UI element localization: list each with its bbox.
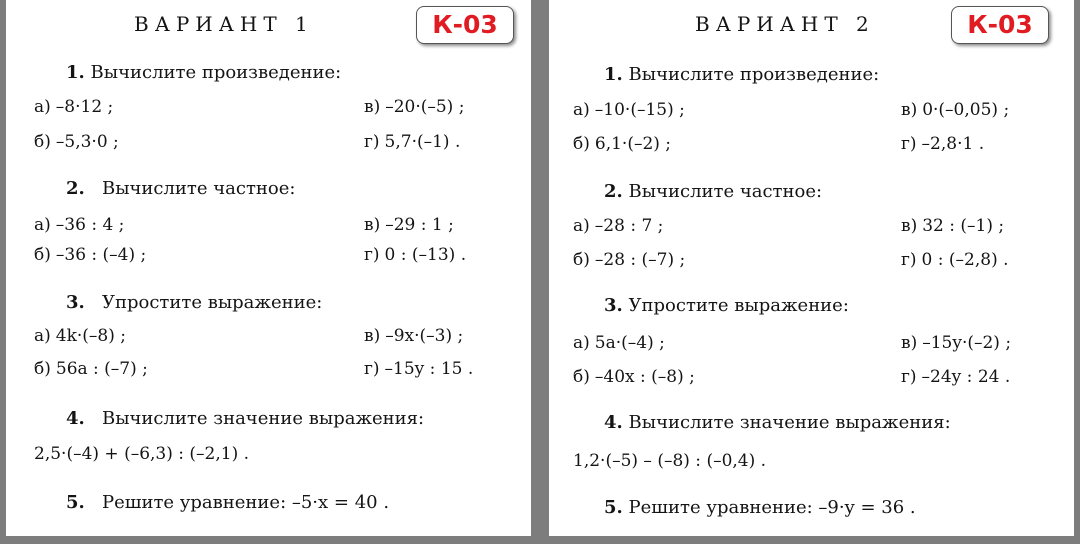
task-text: Вычислите произведение: bbox=[90, 62, 342, 83]
item-expression: 0·(–0,05) ; bbox=[922, 100, 1010, 120]
test-code-badge: К-03 bbox=[951, 6, 1049, 44]
test-code-badge: К-03 bbox=[416, 6, 514, 44]
item-label: г) bbox=[901, 250, 917, 270]
item-label: б) bbox=[573, 134, 590, 154]
item-label: г) bbox=[364, 245, 380, 265]
item-label: а) bbox=[34, 215, 51, 235]
item-label: б) bbox=[34, 245, 51, 265]
task-4-expression: 2,5·(–4) + (–6,3) : (–2,1) . bbox=[34, 444, 250, 464]
variant-title: ВАРИАНТ 1 bbox=[134, 12, 314, 36]
task-item bbox=[34, 359, 148, 379]
task-2-heading bbox=[66, 178, 296, 199]
task-number: 1. bbox=[66, 62, 85, 83]
task-number: 1. bbox=[604, 64, 623, 85]
task-item bbox=[34, 215, 124, 235]
task-item bbox=[364, 97, 464, 117]
task-5-heading bbox=[604, 497, 916, 518]
task-item bbox=[901, 100, 1009, 120]
task-4-heading bbox=[604, 412, 951, 433]
item-label: в) bbox=[364, 215, 381, 235]
item-expression: –28 : (–7) ; bbox=[594, 250, 686, 270]
item-expression: –8·12 ; bbox=[55, 97, 114, 117]
item-expression: 5a·(–4) ; bbox=[594, 333, 665, 353]
task-4-heading bbox=[66, 408, 424, 429]
task-4-expression: 1,2·(–5) – (–8) : (–0,4) . bbox=[573, 451, 767, 471]
task-item bbox=[573, 134, 671, 154]
item-label: в) bbox=[364, 97, 381, 117]
item-expression: –24y : 24 . bbox=[921, 367, 1011, 387]
item-expression: –5,3·0 ; bbox=[55, 132, 119, 152]
task-item bbox=[364, 326, 463, 346]
item-expression: –20·(–5) ; bbox=[385, 97, 465, 117]
item-expression: –36 : (–4) ; bbox=[55, 245, 147, 265]
item-expression: 4k·(–8) ; bbox=[55, 326, 127, 346]
item-expression: –9x·(–3) ; bbox=[385, 326, 464, 346]
task-number: 2. bbox=[66, 178, 85, 199]
item-expression: –29 : 1 ; bbox=[385, 215, 454, 235]
task-item bbox=[364, 215, 454, 235]
item-label: а) bbox=[573, 100, 590, 120]
variant-2-card bbox=[549, 0, 1074, 536]
task-item bbox=[364, 245, 466, 265]
task-number: 5. bbox=[66, 492, 85, 513]
task-3-heading bbox=[604, 295, 849, 316]
task-item bbox=[34, 97, 113, 117]
task-number: 3. bbox=[66, 292, 85, 313]
item-expression: –10·(–15) ; bbox=[594, 100, 685, 120]
item-label: г) bbox=[364, 359, 380, 379]
item-expression: 0 : (–2,8) . bbox=[921, 250, 1009, 270]
item-label: в) bbox=[901, 333, 918, 353]
task-item bbox=[573, 216, 663, 236]
task-1-heading bbox=[66, 62, 341, 83]
item-label: а) bbox=[573, 333, 590, 353]
task-item bbox=[364, 359, 473, 379]
variant-1-card bbox=[6, 0, 531, 536]
item-expression: –28 : 7 ; bbox=[594, 216, 664, 236]
task-text: Упростите выражение: bbox=[101, 292, 323, 313]
variant-title: ВАРИАНТ 2 bbox=[695, 12, 875, 36]
item-expression: –15y·(–2) ; bbox=[922, 333, 1012, 353]
task-number: 4. bbox=[604, 412, 623, 433]
item-label: б) bbox=[573, 367, 590, 387]
item-expression: –40x : (–8) ; bbox=[594, 367, 695, 387]
item-expression: –2,8·1 . bbox=[921, 134, 985, 154]
task-item bbox=[901, 333, 1011, 353]
item-label: г) bbox=[364, 132, 380, 152]
task-item bbox=[901, 134, 984, 154]
item-label: б) bbox=[34, 359, 51, 379]
task-item bbox=[34, 326, 126, 346]
task-number: 5. bbox=[604, 497, 623, 518]
item-label: а) bbox=[34, 326, 51, 346]
task-text: Упростите выражение: bbox=[628, 295, 849, 316]
task-5-heading bbox=[66, 492, 389, 513]
task-text: Вычислите значение выражения: bbox=[628, 412, 951, 433]
item-expression: 56a : (–7) ; bbox=[55, 359, 148, 379]
item-label: в) bbox=[901, 100, 918, 120]
task-item bbox=[364, 132, 460, 152]
item-label: г) bbox=[901, 367, 917, 387]
item-label: а) bbox=[573, 216, 590, 236]
item-expression: 32 : (–1) ; bbox=[922, 216, 1005, 236]
task-item bbox=[573, 100, 685, 120]
task-text: Вычислите значение выражения: bbox=[101, 408, 425, 429]
task-item bbox=[901, 250, 1009, 270]
item-label: б) bbox=[34, 132, 51, 152]
task-item bbox=[34, 132, 119, 152]
item-label: г) bbox=[901, 134, 917, 154]
item-label: в) bbox=[364, 326, 381, 346]
item-expression: 6,1·(–2) ; bbox=[594, 134, 672, 154]
task-item bbox=[34, 245, 146, 265]
item-label: б) bbox=[573, 250, 590, 270]
task-number: 3. bbox=[604, 295, 623, 316]
item-expression: –15y : 15 . bbox=[384, 359, 474, 379]
task-item bbox=[573, 333, 665, 353]
task-text: Вычислите произведение: bbox=[628, 64, 880, 85]
item-expression: 0 : (–13) . bbox=[384, 245, 467, 265]
task-text: Вычислите частное: bbox=[101, 178, 296, 199]
task-item bbox=[901, 367, 1010, 387]
task-text: Решите уравнение: –5·x = 40 . bbox=[101, 492, 390, 513]
task-1-heading bbox=[604, 64, 879, 85]
task-item bbox=[573, 367, 695, 387]
task-text: Вычислите частное: bbox=[628, 181, 823, 202]
task-number: 2. bbox=[604, 181, 623, 202]
task-item bbox=[573, 250, 685, 270]
item-expression: –36 : 4 ; bbox=[55, 215, 125, 235]
task-number: 4. bbox=[66, 408, 85, 429]
task-2-heading bbox=[604, 181, 822, 202]
task-item bbox=[901, 216, 1004, 236]
task-text: Решите уравнение: –9·y = 36 . bbox=[628, 497, 916, 518]
task-3-heading bbox=[66, 292, 322, 313]
item-expression: 5,7·(–1) . bbox=[384, 132, 461, 152]
item-label: а) bbox=[34, 97, 51, 117]
item-label: в) bbox=[901, 216, 918, 236]
